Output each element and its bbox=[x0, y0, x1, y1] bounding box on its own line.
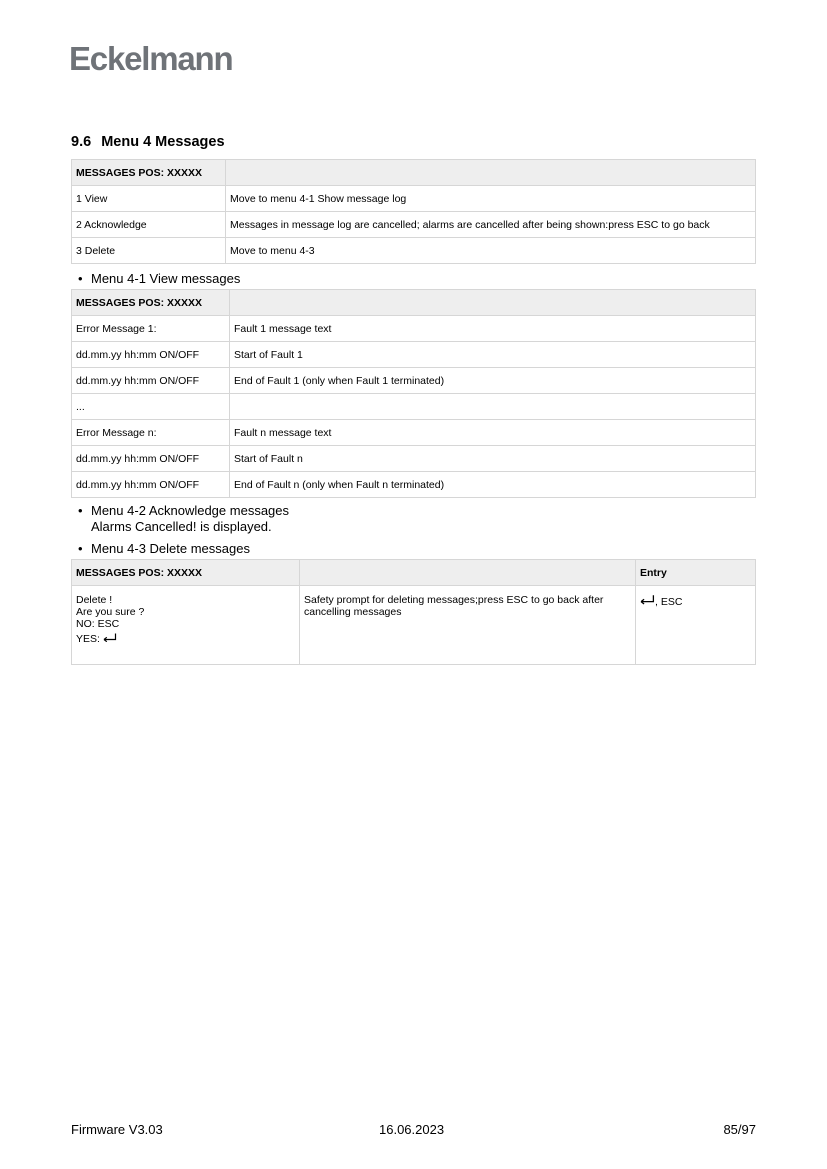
entry-text: , ESC bbox=[655, 596, 683, 608]
table-header-cell bbox=[230, 290, 756, 316]
footer-date: 16.06.2023 bbox=[379, 1122, 445, 1137]
table-row bbox=[72, 342, 756, 368]
table-row bbox=[72, 472, 756, 498]
table-header-cell: MESSAGES POS: XXXXX bbox=[72, 560, 300, 586]
delete-prompt-line: Are you sure ? bbox=[76, 606, 145, 618]
table-cell: End of Fault 1 (only when Fault 1 terminated) bbox=[230, 368, 756, 394]
bullet-text: Menu 4-2 Acknowledge messages bbox=[91, 503, 290, 518]
table-cell: Fault 1 message text bbox=[230, 316, 756, 342]
table-cell bbox=[636, 586, 756, 665]
table-header-cell: Entry bbox=[636, 560, 756, 586]
footer-firmware: Firmware V3.03 bbox=[71, 1122, 163, 1137]
table-row bbox=[72, 368, 756, 394]
table-cell: Error Message 1: bbox=[72, 316, 230, 342]
table-row bbox=[72, 186, 756, 212]
table-header-row bbox=[72, 160, 756, 186]
table-cell: Messages in message log are cancelled; alarms are cancelled after being shown:press ESC to go back bbox=[226, 212, 756, 238]
table-header-cell: MESSAGES POS: XXXXX bbox=[72, 160, 226, 186]
table-cell: Start of Fault 1 bbox=[230, 342, 756, 368]
table-cell bbox=[72, 586, 300, 665]
bullet-text: Menu 4-1 View messages bbox=[91, 271, 241, 286]
delete-messages-table bbox=[71, 559, 756, 665]
bullet-menu-4-2 bbox=[78, 503, 289, 535]
table-cell: dd.mm.yy hh:mm ON/OFF bbox=[72, 368, 230, 394]
bullet-menu-4-1 bbox=[78, 271, 240, 287]
table-cell: dd.mm.yy hh:mm ON/OFF bbox=[72, 472, 230, 498]
table-row bbox=[72, 394, 756, 420]
table-cell: 2 Acknowledge bbox=[72, 212, 226, 238]
bullet-text: Menu 4-3 Delete messages bbox=[91, 541, 250, 556]
table-cell: ... bbox=[72, 394, 230, 420]
bullet-dot: • bbox=[78, 503, 83, 518]
table-cell: Move to menu 4-3 bbox=[226, 238, 756, 264]
company-logo: Eckelmann bbox=[69, 40, 233, 77]
bullet-dot: • bbox=[78, 271, 83, 286]
table-cell: Fault n message text bbox=[230, 420, 756, 446]
table-header-cell: MESSAGES POS: XXXXX bbox=[72, 290, 230, 316]
menu4-table bbox=[71, 159, 756, 264]
table-header-row bbox=[72, 560, 756, 586]
table-cell: dd.mm.yy hh:mm ON/OFF bbox=[72, 446, 230, 472]
table-row bbox=[72, 446, 756, 472]
table-row bbox=[72, 316, 756, 342]
table-header-cell bbox=[226, 160, 756, 186]
table-cell: Safety prompt for deleting messages;press ESC to go back after cancelling messages bbox=[300, 586, 636, 665]
enter-key-icon bbox=[103, 633, 117, 642]
delete-prompt-line: YES: bbox=[76, 633, 100, 645]
view-messages-table bbox=[71, 289, 756, 498]
table-cell: Move to menu 4-1 Show message log bbox=[226, 186, 756, 212]
table-cell: dd.mm.yy hh:mm ON/OFF bbox=[72, 342, 230, 368]
table-row bbox=[72, 586, 756, 665]
bullet-dot: • bbox=[78, 541, 83, 556]
bullet-menu-4-3 bbox=[78, 541, 250, 557]
section-title: Menu 4 Messages bbox=[101, 134, 225, 150]
table-header-cell bbox=[300, 560, 636, 586]
delete-prompt-yes bbox=[76, 633, 295, 645]
delete-prompt-line: NO: ESC bbox=[76, 618, 120, 630]
table-header-row bbox=[72, 290, 756, 316]
table-cell bbox=[230, 394, 756, 420]
table-row bbox=[72, 420, 756, 446]
table-row bbox=[72, 212, 756, 238]
bullet-subtext: Alarms Cancelled! is displayed. bbox=[91, 519, 272, 534]
table-cell: End of Fault n (only when Fault n terminated) bbox=[230, 472, 756, 498]
table-cell: 1 View bbox=[72, 186, 226, 212]
enter-key-icon bbox=[640, 594, 655, 605]
table-cell: Start of Fault n bbox=[230, 446, 756, 472]
section-number: 9.6 bbox=[71, 134, 92, 150]
table-row bbox=[72, 238, 756, 264]
footer-page-number: 85/97 bbox=[723, 1122, 756, 1137]
section-heading bbox=[71, 134, 225, 150]
delete-prompt-line: Delete ! bbox=[76, 594, 113, 606]
table-cell: Error Message n: bbox=[72, 420, 230, 446]
table-cell: 3 Delete bbox=[72, 238, 226, 264]
